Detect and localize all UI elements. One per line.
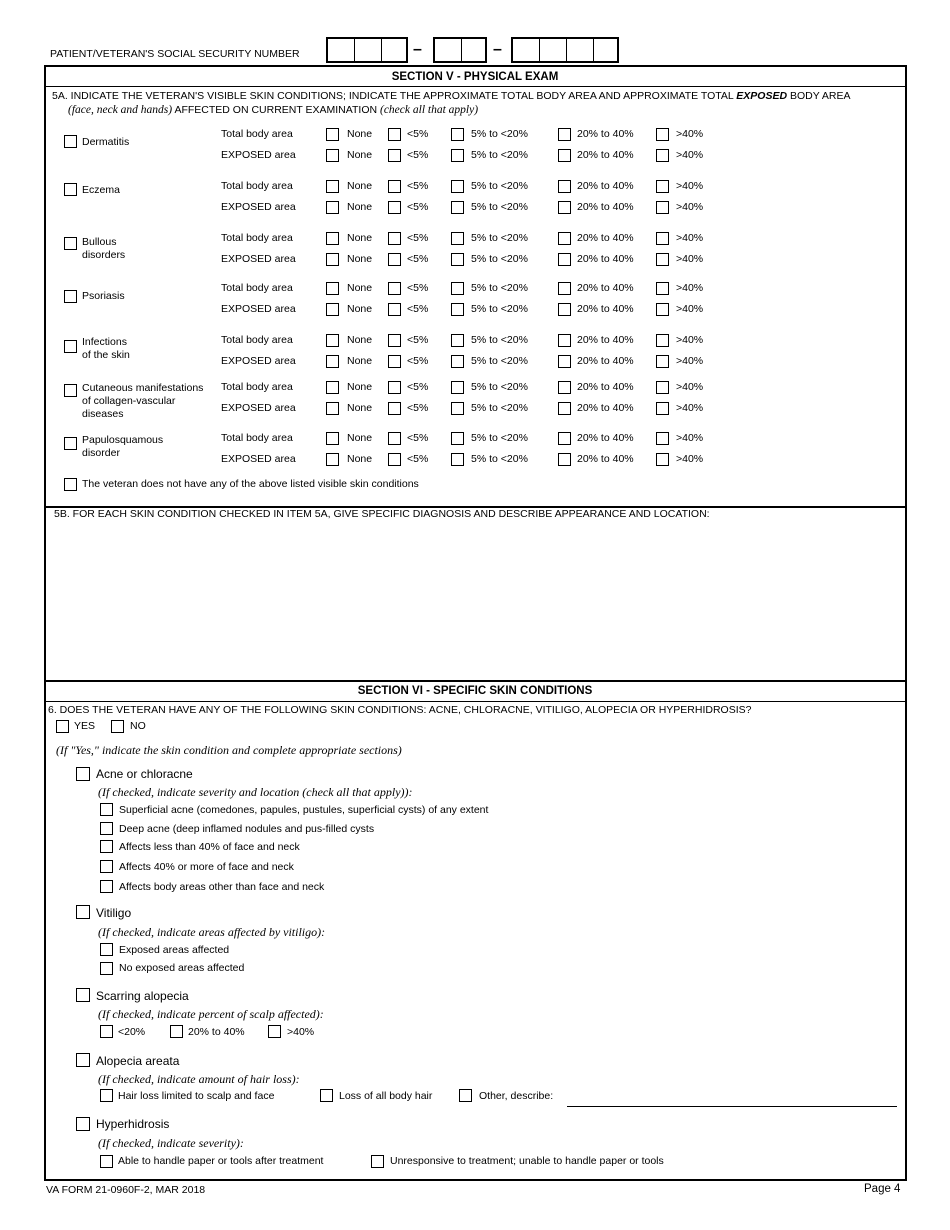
infections-exposed-gt40-checkbox[interactable] (656, 355, 669, 368)
psoriasis-exposed-5-20-checkbox[interactable] (451, 303, 464, 316)
option-label: 5% to <20% (471, 453, 528, 465)
infections-exposed-lt5-checkbox[interactable] (388, 355, 401, 368)
option-label: <5% (407, 282, 429, 294)
eczema-exposed-lt5-checkbox[interactable] (388, 201, 401, 214)
papulosquamous-label: Papulosquamous (82, 434, 164, 446)
bullous-total-area-label: Total body area (221, 232, 293, 244)
option-label: >40% (676, 149, 704, 161)
dermatitis-exposed-area-label: EXPOSED area (221, 149, 296, 161)
vitiligo-no-exposed-label: No exposed areas affected (119, 962, 245, 974)
option-label: None (347, 355, 373, 367)
option-label: >40% (676, 128, 704, 140)
dermatitis-total-5-20-checkbox[interactable] (451, 128, 464, 141)
bullous-label: disorders (82, 249, 126, 261)
psoriasis-total-lt5-checkbox[interactable] (388, 282, 401, 295)
form-id: VA FORM 21-0960F-2, MAR 2018 (46, 1184, 206, 1196)
option-label: >40% (676, 432, 704, 444)
alopecia-areata-note: (If checked, indicate amount of hair loss): (98, 1072, 300, 1086)
acne-deep-label: Deep acne (deep inflamed nodules and pus-filled cysts (119, 823, 375, 835)
dermatitis-total-gt40-checkbox[interactable] (656, 128, 669, 141)
ssn-label: PATIENT/VETERAN'S SOCIAL SECURITY NUMBER (50, 48, 300, 60)
psoriasis-exposed-20-40-checkbox[interactable] (558, 303, 571, 316)
papulosquamous-exposed-area-label: EXPOSED area (221, 453, 296, 465)
infections-checkbox[interactable] (64, 340, 77, 353)
option-label: None (347, 180, 373, 192)
hyper-able-label: Able to handle paper or tools after treatment (118, 1155, 324, 1167)
scarring-lt20-label: <20% (118, 1026, 146, 1038)
eczema-total-5-20-checkbox[interactable] (451, 180, 464, 193)
papulosquamous-checkbox[interactable] (64, 437, 77, 450)
option-label: <5% (407, 253, 429, 265)
option-label: 5% to <20% (471, 381, 528, 393)
eczema-exposed-none-checkbox[interactable] (326, 201, 339, 214)
eczema-total-area-label: Total body area (221, 180, 293, 192)
scarring-alopecia-label: Scarring alopecia (96, 989, 189, 1003)
dermatitis-exposed-none-checkbox[interactable] (326, 149, 339, 162)
divider (44, 680, 907, 682)
scarring-20-40-checkbox[interactable] (170, 1025, 183, 1038)
bullous-total-gt40-checkbox[interactable] (656, 232, 669, 245)
q6-text: 6. DOES THE VETERAN HAVE ANY OF THE FOLLOWING SKIN CONDITIONS: ACNE, CHLORACNE, VITILIGO, ALOPECIA OR HYPERHIDROSIS? (48, 704, 752, 716)
option-label: 5% to <20% (471, 232, 528, 244)
infections-total-none-checkbox[interactable] (326, 334, 339, 347)
option-label: >40% (676, 253, 704, 265)
scarring-gt40-checkbox[interactable] (268, 1025, 281, 1038)
page-number: Page 4 (864, 1183, 901, 1195)
papulosquamous-total-none-checkbox[interactable] (326, 432, 339, 445)
alopecia-areata-checkbox[interactable] (76, 1053, 90, 1067)
option-label: <5% (407, 334, 429, 346)
bullous-exposed-5-20-checkbox[interactable] (451, 253, 464, 266)
bullous-exposed-lt5-checkbox[interactable] (388, 253, 401, 266)
option-label: 20% to 40% (577, 253, 634, 265)
hyperhidrosis-label: Hyperhidrosis (96, 1117, 170, 1131)
option-label: None (347, 402, 373, 414)
q5a-text: 5A. INDICATE THE VETERAN'S VISIBLE SKIN CONDITIONS; INDICATE THE APPROXIMATE TOTAL BODY AREA AND APPROXIMATE TOTAL EXPOSED BODY AREA (52, 90, 851, 102)
option-label: 20% to 40% (577, 453, 634, 465)
bullous-total-lt5-checkbox[interactable] (388, 232, 401, 245)
q6-if-yes-note: (If "Yes," indicate the skin condition and complete appropriate sections) (56, 743, 402, 757)
cutaneous-label: of collagen-vascular (82, 395, 176, 407)
bullous-exposed-gt40-checkbox[interactable] (656, 253, 669, 266)
acne-label: Acne or chloracne (96, 767, 193, 781)
cutaneous-total-area-label: Total body area (221, 381, 293, 393)
papulosquamous-total-5-20-checkbox[interactable] (451, 432, 464, 445)
option-label: <5% (407, 432, 429, 444)
papulosquamous-exposed-none-checkbox[interactable] (326, 453, 339, 466)
option-label: >40% (676, 180, 704, 192)
psoriasis-total-20-40-checkbox[interactable] (558, 282, 571, 295)
option-label: >40% (676, 402, 704, 414)
acne-checkbox[interactable] (76, 767, 90, 781)
option-label: 20% to 40% (577, 282, 634, 294)
papulosquamous-label: disorder (82, 447, 120, 459)
q5b-response-area[interactable] (54, 524, 894, 674)
infections-total-area-label: Total body area (221, 334, 293, 346)
option-label: >40% (676, 303, 704, 315)
papulosquamous-exposed-5-20-checkbox[interactable] (451, 453, 464, 466)
papulosquamous-total-20-40-checkbox[interactable] (558, 432, 571, 445)
eczema-exposed-area-label: EXPOSED area (221, 201, 296, 213)
cutaneous-exposed-20-40-checkbox[interactable] (558, 402, 571, 415)
dermatitis-label: Dermatitis (82, 136, 130, 148)
hyperhidrosis-checkbox[interactable] (76, 1117, 90, 1131)
cutaneous-exposed-5-20-checkbox[interactable] (451, 402, 464, 415)
option-label: 20% to 40% (577, 381, 634, 393)
option-label: None (347, 201, 373, 213)
cutaneous-exposed-gt40-checkbox[interactable] (656, 402, 669, 415)
infections-exposed-5-20-checkbox[interactable] (451, 355, 464, 368)
ssn-part2-input[interactable] (433, 37, 487, 63)
none-of-above-label: The veteran does not have any of the above listed visible skin conditions (82, 478, 419, 490)
option-label: 5% to <20% (471, 334, 528, 346)
option-label: 5% to <20% (471, 355, 528, 367)
option-label: 5% to <20% (471, 303, 528, 315)
option-label: 5% to <20% (471, 201, 528, 213)
dermatitis-total-lt5-checkbox[interactable] (388, 128, 401, 141)
option-label: 20% to 40% (577, 128, 634, 140)
acne-other-areas-label: Affects body areas other than face and neck (119, 881, 325, 893)
infections-label: Infections (82, 336, 127, 348)
areata-all-body-label: Loss of all body hair (339, 1090, 433, 1102)
option-label: 20% to 40% (577, 303, 634, 315)
option-label: None (347, 334, 373, 346)
acne-note: (If checked, indicate severity and location (check all that apply)): (98, 785, 413, 799)
dermatitis-total-none-checkbox[interactable] (326, 128, 339, 141)
areata-other-checkbox[interactable] (459, 1089, 472, 1102)
scarring-alopecia-note: (If checked, indicate percent of scalp affected): (98, 1007, 324, 1021)
dermatitis-total-20-40-checkbox[interactable] (558, 128, 571, 141)
infections-total-5-20-checkbox[interactable] (451, 334, 464, 347)
option-label: >40% (676, 381, 704, 393)
psoriasis-exposed-area-label: EXPOSED area (221, 303, 296, 315)
bullous-total-none-checkbox[interactable] (326, 232, 339, 245)
dermatitis-exposed-gt40-checkbox[interactable] (656, 149, 669, 162)
option-label: 5% to <20% (471, 253, 528, 265)
cutaneous-exposed-area-label: EXPOSED area (221, 402, 296, 414)
cutaneous-label: diseases (82, 408, 124, 420)
bullous-label: Bullous (82, 236, 117, 248)
cutaneous-exposed-none-checkbox[interactable] (326, 402, 339, 415)
areata-scalp-face-label: Hair loss limited to scalp and face (118, 1090, 275, 1102)
psoriasis-total-area-label: Total body area (221, 282, 293, 294)
ssn-part3-input[interactable] (511, 37, 619, 63)
option-label: <5% (407, 149, 429, 161)
hyper-unresponsive-checkbox[interactable] (371, 1155, 384, 1168)
cutaneous-checkbox[interactable] (64, 384, 77, 397)
divider (44, 701, 907, 702)
ssn-part1-input[interactable] (326, 37, 408, 63)
vitiligo-exposed-checkbox[interactable] (100, 943, 113, 956)
dermatitis-exposed-20-40-checkbox[interactable] (558, 149, 571, 162)
hyper-able-checkbox[interactable] (100, 1155, 113, 1168)
papulosquamous-total-lt5-checkbox[interactable] (388, 432, 401, 445)
vitiligo-note: (If checked, indicate areas affected by vitiligo): (98, 925, 326, 939)
eczema-label: Eczema (82, 184, 120, 196)
q5b-label: 5B. FOR EACH SKIN CONDITION CHECKED IN ITEM 5A, GIVE SPECIFIC DIAGNOSIS AND DESCRIBE APPEARANCE AND LOCATION: (54, 508, 710, 520)
option-label: None (347, 128, 373, 140)
infections-label: of the skin (82, 349, 130, 361)
ssn-dash-1: – (413, 41, 422, 58)
option-label: 5% to <20% (471, 282, 528, 294)
papulosquamous-exposed-20-40-checkbox[interactable] (558, 453, 571, 466)
q5a-text-line2: (face, neck and hands) AFFECTED ON CURRENT EXAMINATION (check all that apply) (68, 104, 479, 116)
q6-yes-checkbox[interactable] (56, 720, 69, 733)
acne-40-more-checkbox[interactable] (100, 860, 113, 873)
acne-less-40-label: Affects less than 40% of face and neck (119, 841, 300, 853)
vitiligo-exposed-label: Exposed areas affected (119, 944, 230, 956)
dermatitis-checkbox[interactable] (64, 135, 77, 148)
psoriasis-exposed-none-checkbox[interactable] (326, 303, 339, 316)
q6-no-label: NO (130, 720, 146, 732)
areata-other-describe-field[interactable] (567, 1106, 897, 1107)
scarring-lt20-checkbox[interactable] (100, 1025, 113, 1038)
divider (44, 86, 907, 87)
cutaneous-total-lt5-checkbox[interactable] (388, 381, 401, 394)
option-label: 20% to 40% (577, 355, 634, 367)
option-label: None (347, 253, 373, 265)
cutaneous-total-20-40-checkbox[interactable] (558, 381, 571, 394)
eczema-exposed-20-40-checkbox[interactable] (558, 201, 571, 214)
option-label: <5% (407, 355, 429, 367)
infections-total-lt5-checkbox[interactable] (388, 334, 401, 347)
q6-no-checkbox[interactable] (111, 720, 124, 733)
bullous-exposed-20-40-checkbox[interactable] (558, 253, 571, 266)
papulosquamous-total-area-label: Total body area (221, 432, 293, 444)
eczema-total-lt5-checkbox[interactable] (388, 180, 401, 193)
option-label: 20% to 40% (577, 432, 634, 444)
acne-superficial-label: Superficial acne (comedones, papules, pustules, superficial cysts) of any extent (119, 804, 489, 816)
option-label: <5% (407, 180, 429, 192)
infections-exposed-20-40-checkbox[interactable] (558, 355, 571, 368)
option-label: >40% (676, 232, 704, 244)
option-label: 5% to <20% (471, 149, 528, 161)
option-label: <5% (407, 232, 429, 244)
scarring-gt40-label: >40% (287, 1026, 315, 1038)
bullous-total-20-40-checkbox[interactable] (558, 232, 571, 245)
bullous-checkbox[interactable] (64, 237, 77, 250)
eczema-exposed-5-20-checkbox[interactable] (451, 201, 464, 214)
acne-superficial-checkbox[interactable] (100, 803, 113, 816)
acne-other-areas-checkbox[interactable] (100, 880, 113, 893)
option-label: 5% to <20% (471, 432, 528, 444)
option-label: 20% to 40% (577, 402, 634, 414)
alopecia-areata-label: Alopecia areata (96, 1054, 180, 1068)
option-label: >40% (676, 334, 704, 346)
papulosquamous-exposed-gt40-checkbox[interactable] (656, 453, 669, 466)
cutaneous-total-gt40-checkbox[interactable] (656, 381, 669, 394)
scarring-20-40-label: 20% to 40% (188, 1026, 245, 1038)
eczema-total-20-40-checkbox[interactable] (558, 180, 571, 193)
option-label: >40% (676, 355, 704, 367)
hyperhidrosis-note: (If checked, indicate severity): (98, 1136, 244, 1150)
dermatitis-exposed-5-20-checkbox[interactable] (451, 149, 464, 162)
psoriasis-label: Psoriasis (82, 290, 125, 302)
acne-40-more-label: Affects 40% or more of face and neck (119, 861, 294, 873)
vitiligo-no-exposed-checkbox[interactable] (100, 962, 113, 975)
none-of-above-checkbox[interactable] (64, 478, 77, 491)
option-label: None (347, 149, 373, 161)
option-label: 5% to <20% (471, 128, 528, 140)
papulosquamous-total-gt40-checkbox[interactable] (656, 432, 669, 445)
option-label: 5% to <20% (471, 402, 528, 414)
infections-total-20-40-checkbox[interactable] (558, 334, 571, 347)
dermatitis-total-area-label: Total body area (221, 128, 293, 140)
vitiligo-checkbox[interactable] (76, 905, 90, 919)
psoriasis-total-none-checkbox[interactable] (326, 282, 339, 295)
option-label: 20% to 40% (577, 149, 634, 161)
cutaneous-total-5-20-checkbox[interactable] (451, 381, 464, 394)
areata-scalp-face-checkbox[interactable] (100, 1089, 113, 1102)
acne-deep-checkbox[interactable] (100, 822, 113, 835)
option-label: >40% (676, 453, 704, 465)
areata-other-label: Other, describe: (479, 1090, 554, 1102)
option-label: None (347, 453, 373, 465)
bullous-total-5-20-checkbox[interactable] (451, 232, 464, 245)
section6-title: SECTION VI - SPECIFIC SKIN CONDITIONS (357, 685, 593, 697)
cutaneous-exposed-lt5-checkbox[interactable] (388, 402, 401, 415)
psoriasis-exposed-gt40-checkbox[interactable] (656, 303, 669, 316)
option-label: >40% (676, 282, 704, 294)
infections-total-gt40-checkbox[interactable] (656, 334, 669, 347)
option-label: None (347, 432, 373, 444)
option-label: None (347, 282, 373, 294)
eczema-exposed-gt40-checkbox[interactable] (656, 201, 669, 214)
psoriasis-exposed-lt5-checkbox[interactable] (388, 303, 401, 316)
psoriasis-total-5-20-checkbox[interactable] (451, 282, 464, 295)
option-label: 5% to <20% (471, 180, 528, 192)
option-label: 20% to 40% (577, 334, 634, 346)
option-label: <5% (407, 453, 429, 465)
scarring-alopecia-checkbox[interactable] (76, 988, 90, 1002)
option-label: >40% (676, 201, 704, 213)
papulosquamous-exposed-lt5-checkbox[interactable] (388, 453, 401, 466)
option-label: 20% to 40% (577, 201, 634, 213)
option-label: <5% (407, 128, 429, 140)
eczema-total-gt40-checkbox[interactable] (656, 180, 669, 193)
option-label: 20% to 40% (577, 180, 634, 192)
hyper-unresponsive-label: Unresponsive to treatment; unable to handle paper or tools (390, 1155, 664, 1167)
psoriasis-total-gt40-checkbox[interactable] (656, 282, 669, 295)
cutaneous-label: Cutaneous manifestations (82, 382, 204, 394)
psoriasis-checkbox[interactable] (64, 290, 77, 303)
dermatitis-exposed-lt5-checkbox[interactable] (388, 149, 401, 162)
option-label: <5% (407, 402, 429, 414)
option-label: None (347, 381, 373, 393)
section5-title: SECTION V - PHYSICAL EXAM (391, 71, 559, 83)
infections-exposed-none-checkbox[interactable] (326, 355, 339, 368)
bullous-exposed-area-label: EXPOSED area (221, 253, 296, 265)
q6-yes-label: YES (74, 720, 96, 732)
eczema-total-none-checkbox[interactable] (326, 180, 339, 193)
option-label: <5% (407, 303, 429, 315)
option-label: <5% (407, 201, 429, 213)
acne-less-40-checkbox[interactable] (100, 840, 113, 853)
eczema-checkbox[interactable] (64, 183, 77, 196)
ssn-dash-2: – (493, 41, 502, 58)
vitiligo-label: Vitiligo (96, 906, 132, 920)
cutaneous-total-none-checkbox[interactable] (326, 381, 339, 394)
areata-all-body-checkbox[interactable] (320, 1089, 333, 1102)
option-label: None (347, 232, 373, 244)
option-label: None (347, 303, 373, 315)
option-label: <5% (407, 381, 429, 393)
option-label: 20% to 40% (577, 232, 634, 244)
infections-exposed-area-label: EXPOSED area (221, 355, 296, 367)
bullous-exposed-none-checkbox[interactable] (326, 253, 339, 266)
